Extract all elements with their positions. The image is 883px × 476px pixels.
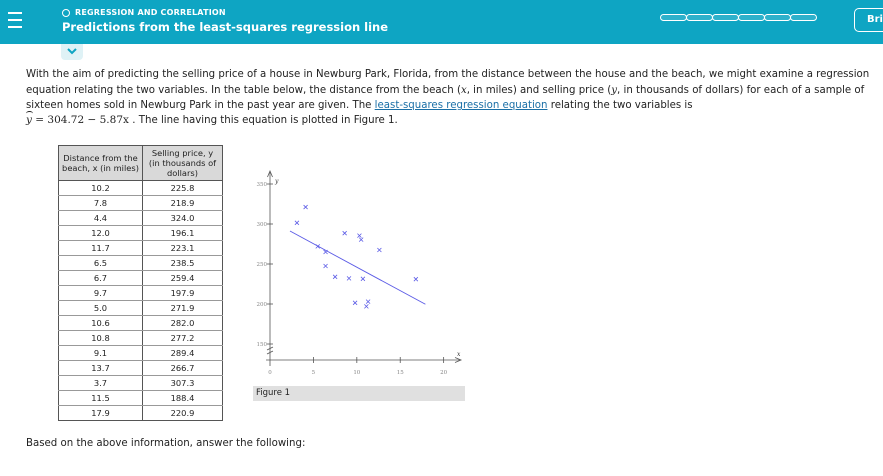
cell-price: 225.8: [143, 181, 223, 196]
top-header-bar: [0, 0, 883, 44]
question-prompt: Based on the above information, answer the following:: [26, 438, 306, 449]
cell-distance: 7.8: [59, 196, 143, 211]
x-tick-label: 5: [311, 370, 316, 376]
column-header-distance: Distance from the beach, x (in miles): [59, 146, 143, 181]
y-tick-label: 300: [256, 222, 267, 228]
table-row: [59, 271, 223, 286]
progress-segment: [686, 14, 713, 21]
table-row: [59, 286, 223, 301]
x-tick-label: 10: [353, 370, 361, 376]
cell-price: 266.7: [143, 361, 223, 376]
column-header-price: Selling price, y (in thousands of dollars): [143, 146, 223, 181]
cell-price: 271.9: [143, 301, 223, 316]
cell-distance: 4.4: [59, 211, 143, 226]
cell-distance: 9.1: [59, 346, 143, 361]
data-point: [343, 231, 347, 235]
intro-yvar: y: [611, 84, 618, 96]
table-row: [59, 301, 223, 316]
cell-price: 307.3: [143, 376, 223, 391]
x-tick-label: 20: [440, 370, 448, 376]
x-tick-label: 15: [396, 370, 404, 376]
header-right-button[interactable]: Bri: [854, 8, 883, 32]
collapse-toggle-button[interactable]: [61, 44, 83, 60]
data-point: [295, 221, 299, 225]
y-hat-symbol: y: [26, 114, 32, 126]
cell-distance: 5.0: [59, 301, 143, 316]
least-squares-link[interactable]: least-squares regression equation: [374, 100, 548, 112]
page-title: Predictions from the least-squares regression line: [62, 20, 389, 34]
cell-distance: 11.7: [59, 241, 143, 256]
data-point: [364, 304, 368, 308]
chevron-down-icon: [67, 48, 77, 55]
cell-price: 238.5: [143, 256, 223, 271]
cell-price: 197.9: [143, 286, 223, 301]
cell-price: 220.9: [143, 406, 223, 421]
cell-price: 324.0: [143, 211, 223, 226]
data-point: [304, 205, 308, 209]
topic-kicker: [62, 8, 226, 17]
table-row: [59, 196, 223, 211]
cell-price: 223.1: [143, 241, 223, 256]
progress-segment: [790, 14, 817, 21]
cell-price: 282.0: [143, 316, 223, 331]
cell-price: 188.4: [143, 391, 223, 406]
table-row: [59, 376, 223, 391]
scatter-plot: [253, 160, 465, 385]
progress-segment: [660, 14, 687, 21]
y-tick-label: 250: [256, 262, 267, 268]
cell-distance: 10.2: [59, 181, 143, 196]
y-tick-label: 350: [256, 182, 267, 188]
table-body: [59, 181, 223, 421]
table-row: [59, 316, 223, 331]
cell-price: 196.1: [143, 226, 223, 241]
data-point: [324, 264, 328, 268]
intro-text-4: relating the two variables is: [547, 100, 693, 112]
cell-distance: 13.7: [59, 361, 143, 376]
problem-statement: [26, 67, 876, 114]
x-axis-label: x: [457, 351, 461, 358]
hamburger-menu-icon[interactable]: [8, 9, 22, 31]
cell-distance: 11.5: [59, 391, 143, 406]
regression-line: [290, 231, 425, 304]
y-axis-label: y: [275, 178, 279, 185]
data-point: [347, 276, 351, 280]
table-row: [59, 331, 223, 346]
table-row: [59, 211, 223, 226]
table-row: [59, 361, 223, 376]
data-point: [357, 234, 361, 238]
intro-xvar: x: [460, 84, 467, 96]
cell-distance: 10.6: [59, 316, 143, 331]
equation-rhs: = 304.72 − 5.87x: [35, 114, 129, 126]
data-point: [333, 275, 337, 279]
topic-circle-icon: [62, 9, 70, 17]
cell-distance: 17.9: [59, 406, 143, 421]
table-row: [59, 406, 223, 421]
progress-indicator: [660, 14, 816, 21]
intro-text-1: With the aim of predicting the selling price of a house in Newburg Park, Florida, from the distance between the house and the beach, we might examine a regression equation relating the two variables. In the table below, the distance from the beach (: [26, 69, 870, 96]
data-point: [366, 300, 370, 304]
data-point: [359, 238, 363, 242]
topic-kicker-text: REGRESSION AND CORRELATION: [75, 8, 226, 17]
regression-equation: [26, 114, 398, 126]
cell-price: 218.9: [143, 196, 223, 211]
table-row: [59, 181, 223, 196]
cell-price: 277.2: [143, 331, 223, 346]
intro-text-3: , in thousands of dollars) for each of a sample of sixteen homes sold in Newburg Park in the past year are given. The: [26, 84, 865, 112]
cell-distance: 6.5: [59, 256, 143, 271]
data-table: [58, 145, 223, 421]
table-row: [59, 256, 223, 271]
cell-distance: 9.7: [59, 286, 143, 301]
table-row: [59, 391, 223, 406]
y-tick-label: 150: [256, 342, 267, 348]
data-point: [414, 277, 418, 281]
progress-segment: [764, 14, 791, 21]
table-row: [59, 346, 223, 361]
table-row: [59, 226, 223, 241]
table-row: [59, 241, 223, 256]
cell-price: 259.4: [143, 271, 223, 286]
intro-text-2: , in miles) and selling price (: [466, 84, 612, 96]
cell-distance: 6.7: [59, 271, 143, 286]
x-tick-label: 0: [268, 370, 272, 376]
cell-distance: 3.7: [59, 376, 143, 391]
cell-price: 289.4: [143, 346, 223, 361]
equation-tail: . The line having this equation is plotted in Figure 1.: [132, 115, 398, 126]
data-point: [361, 277, 365, 281]
progress-segment: [712, 14, 739, 21]
cell-distance: 10.8: [59, 331, 143, 346]
data-point: [353, 301, 357, 305]
cell-distance: 12.0: [59, 226, 143, 241]
data-point: [377, 248, 381, 252]
progress-segment: [738, 14, 765, 21]
y-tick-label: 200: [256, 302, 267, 308]
figure-caption: Figure 1: [253, 386, 465, 401]
